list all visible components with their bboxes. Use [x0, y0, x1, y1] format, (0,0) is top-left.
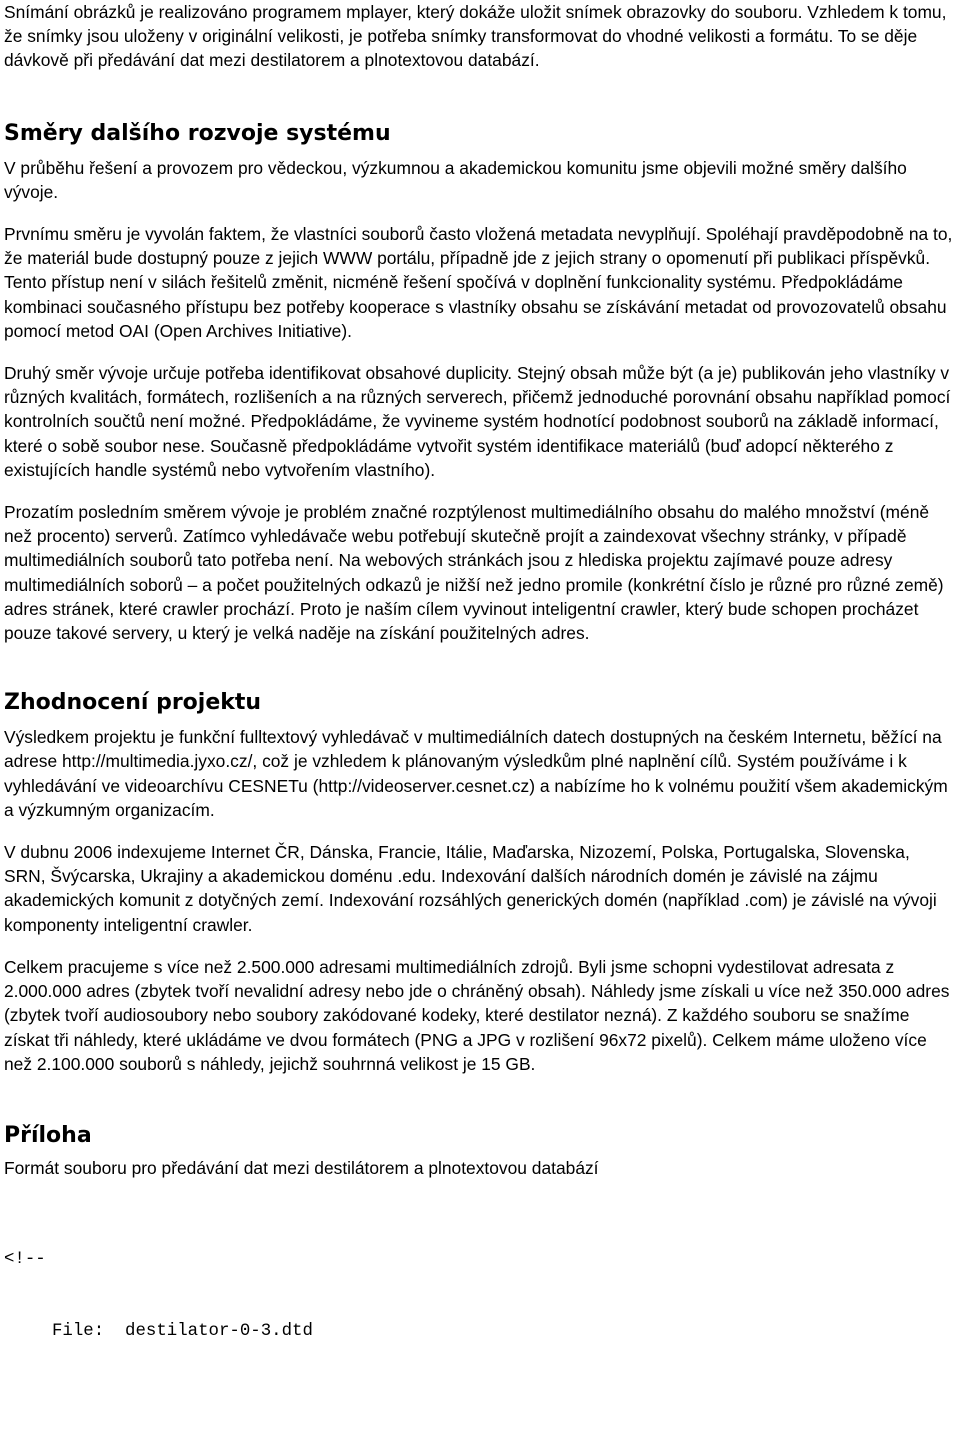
section-heading-zhodnoceni: Zhodnocení projektu	[4, 690, 262, 716]
priloha-paragraph: Formát souboru pro předávání dat mezi destilátorem a plnotextovou databází	[4, 1157, 599, 1178]
smery-paragraph-2: Prvnímu směru je vyvolán faktem, že vlastníci souborů často vložená metadata nevyplňují. Spoléhají pravděpodobně na to, že materiál bude dostupný pouze z jejich WWW portálu, případně jde z jejich strany o opomenutí při publikaci příspěvků. Tento přístup není v silách řešitelů změnit, nicméně řešení spočívá v doplnění funkcionality systému. Předpokládáme kombinaci současného přístupu bez potřeby kooperace s vlastníky obsahu se získávání metadat od provozovatelů obsahu pomocí metod OAI (Open Archives Initiative).	[4, 224, 953, 341]
smery-paragraph-3: Druhý směr vývoje určuje potřeba identifikovat obsahové duplicity. Stejný obsah může být (a je) publikován jeho vlastníky v různých kvalitách, formátech, rozlišeních a na různých serverech, přičemž jednoduché porovnání obsahu například pomocí kontrolních součtů není možné. Předpokládáme, že vyvineme systém hodnotící podobnost souborů na základě informací, které o sobě soubor nese. Současně předpokládáme vytvořit systém identifikace materiálů (buď adopcí některého z existujících handle systémů nebo vytvořením vlastního).	[4, 363, 951, 480]
code-line-comment-open: <!--	[4, 1250, 46, 1270]
smery-paragraph-4: Prozatím posledním směrem vývoje je problém značné rozptýlenost multimediálního obsahu do malého množství (méně než procento) serverů. Zatímco vyhledávače webu potřebují skutečně projít a zaindexovat všechny stránky, v případě multimediálních souborů tato potřeba není. Na webových stránkách jsou z hlediska projektu zajímavé pouze adresy multimediálních soborů – a počet použitelných odkazů je nižší než jedno promile (konkrétní číslo je různé pro různé země) adres stránek, které crawler prochází. Proto je naším cílem vyvinout inteligentní crawler, který bude schopen procházet pouze takové servery, u který je velká naděje na získání použitelných adres.	[4, 502, 944, 644]
zhodnoceni-paragraph-1: Výsledkem projektu je funkční fulltextový vyhledávač v multimediálních datech dostupných na českém Internetu, běžící na adrese http://multimedia.jyxo.cz/, což je vzhledem k plánovaným výsledkům plné naplnění cílů. Systém používáme i k vyhledávání ve videoarchívu CESNETu (http://videoserver.cesnet.cz) a nabízíme ho k volnému použití všem akademickým a výzkumným organizacím.	[4, 727, 948, 820]
zhodnoceni-paragraph-3: Celkem pracujeme s více než 2.500.000 adresami multimediálních zdrojů. Byli jsme schopni vydestilovat adresata z 2.000.000 adres (zbytek tvoří nevalidní adresy nebo jde o chráněný obsah). Náhledy jsme získali u více než 350.000 adres (zbytek tvoří audiosoubory nebo soubory zakódované kodeky, které destilator nezná). Z každého souboru se snažíme získat tři náhledy, které ukládáme ve dvou formátech (PNG a JPG v rozlišení 96x72 pixelů). Celkem máme uloženo více než 2.100.000 souborů s náhledy, jejichž souhrnná velikost je 15 GB.	[4, 956, 950, 1074]
intro-paragraph: Snímání obrázků je realizováno programem mplayer, který dokáže uložit snímek obrazovky do souboru. Vzhledem k tomu, že snímky jsou uloženy v originální velikosti, je potřeba snímky transformovat do vhodné velikosti a formátu. To se děje dávkově při předávání dat mezi destilatorem a plnotextovou databází.	[4, 2, 947, 71]
zhodnoceni-paragraph-2: V dubnu 2006 indexujeme Internet ČR, Dánska, Francie, Itálie, Maďarska, Nizozemí, Polska, Portugalska, Slovenska, SRN, Švýcarska, Ukrajiny a akademickou doménu .edu. Indexování dalších národních domén je závislé na zájmu akademických komunit z dotyčných zemí. Indexování rozsáhlých generických domén (například .com) je závislé na vývoji komponenty inteligentní crawler.	[4, 842, 937, 935]
smery-paragraph-1: V průběhu řešení a provozem pro vědeckou, výzkumnou a akademickou komunitu jsme objevili možné směry dalšího vývoje.	[4, 157, 907, 202]
section-heading-smery: Směry dalšího rozvoje systému	[4, 120, 391, 146]
code-line-file: File: destilator-0-3.dtd	[52, 1322, 313, 1342]
dtd-code-block	[4, 1200, 956, 1392]
section-heading-priloha: Příloha	[4, 1122, 92, 1148]
document-page	[4, 0, 956, 1392]
